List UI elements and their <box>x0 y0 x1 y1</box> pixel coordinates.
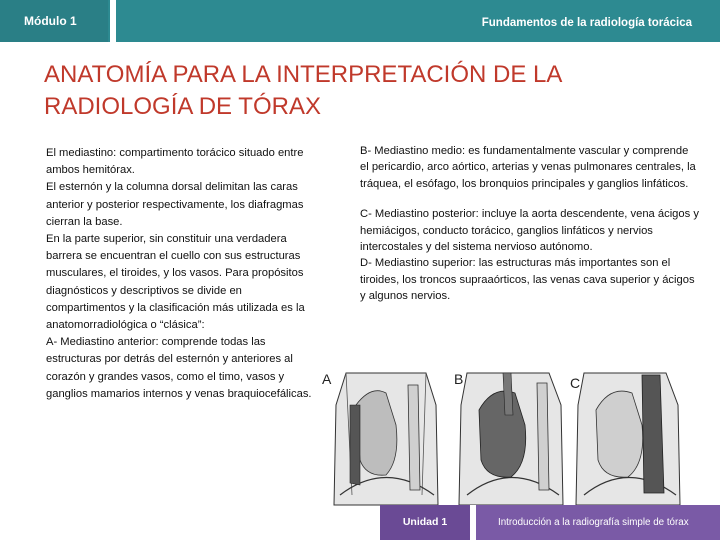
header-bar <box>0 0 720 42</box>
unit-label: Unidad 1 <box>380 505 470 540</box>
mediastinum-diagram-b <box>453 365 571 515</box>
mediastinum-diagram-c <box>570 365 688 515</box>
header-divider <box>110 0 116 42</box>
course-title: Fundamentos de la radiología torácica <box>481 17 692 29</box>
figure-label-b: B <box>454 371 464 387</box>
paragraph-superior-d: D- Mediastino superior: las estructuras más importantes son el tiroides, los troncos supraaórticos, las venas cava superior y ácigos y algunos nervios. <box>360 257 695 303</box>
paragraph-superior: En la parte superior, sin constituir una verdadera barrera se encuentran el cuello con sus estructuras musculares, el tiroides, y los vasos. Para propósitos diagnósticos y descriptivos se divide en compartimentos y la clasificación más utilizada es la anatomorradiológica o “clásica”: <box>46 233 305 332</box>
paragraph-posterior: C- Mediastino posterior: incluye la aorta descendente, vena ácigos y hemiácigos, conducto torácico, ganglios linfáticos y nervios intercostales y del sistema nervioso autónomo. <box>360 208 699 254</box>
page-title: ANATOMÍA PARA LA INTERPRETACIÓN DE LA RADIOLOGÍA DE TÓRAX <box>44 61 562 120</box>
right-text-column <box>360 143 700 305</box>
paragraph-medio: B- Mediastino medio: es fundamentalmente vascular y comprende el pericardio, arco aórtico, arterias y venas pulmonares centrales, la tráquea, el esófago, los bronquios principales y ganglios linfáticos. <box>360 145 696 190</box>
footer-bar <box>380 505 720 540</box>
unit-topic: Introducción a la radiografía simple de tórax <box>476 505 720 540</box>
mediastinum-diagram-a <box>326 365 444 515</box>
paragraph-limits: El esternón y la columna dorsal delimitan las caras anterior y posterior respectivamente, los diafragmas cierran la base. <box>46 181 304 228</box>
figure-label-a: A <box>322 371 332 387</box>
paragraph-mediastino: El mediastino: compartimento torácico situado entre ambos hemitórax. <box>46 147 304 177</box>
paragraph-anterior: A- Mediastino anterior: comprende todas las estructuras por detrás del esternón y anteriores al corazón y grandes vasos, como el timo, vasos y ganglios mamarios internos y venas braquiocefálicas. <box>46 336 312 400</box>
left-text-column <box>46 145 314 403</box>
figure-label-c: C <box>570 375 581 391</box>
module-label: Módulo 1 <box>0 0 108 42</box>
